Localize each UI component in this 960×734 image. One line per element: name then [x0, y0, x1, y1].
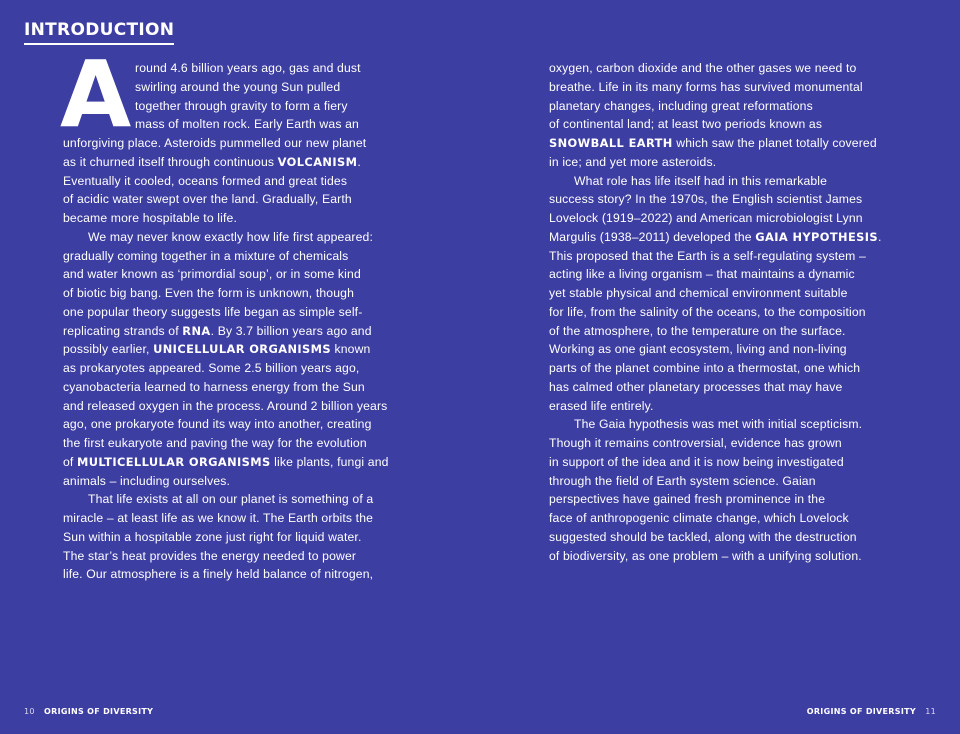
text-line: Sun within a hospitable zone just right for liquid water. — [63, 529, 362, 544]
text-line: possibly earlier, UNICELLULAR ORGANISMS known — [63, 342, 371, 357]
footer-left — [24, 707, 153, 716]
text-line: suggested should be tackled, along with the destruction — [549, 529, 857, 544]
text-line: one popular theory suggests life began as simple self- — [63, 304, 363, 319]
text-line: of the atmosphere, to the temperature on the surface. — [549, 323, 846, 338]
text-line: acting like a living organism – that maintains a dynamic — [549, 267, 855, 282]
text-line: planetary changes, including great reformations — [549, 98, 813, 113]
text-line: Though it remains controversial, evidence has grown — [549, 436, 842, 450]
text-line: cyanobacteria learned to harness energy from the Sun — [63, 379, 365, 394]
text-line: has calmed other planetary processes that may have — [549, 379, 843, 394]
text-line: gradually coming together in a mixture of chemicals — [63, 248, 349, 263]
text-line: of acidic water swept over the land. Gradually, Earth — [63, 192, 352, 207]
text-line: Working as one giant ecosystem, living and non-living — [549, 342, 847, 357]
text-line: success story? In the 1970s, the English scientist James — [549, 192, 863, 207]
text-line: and released oxygen in the process. Around 2 billion years — [63, 398, 388, 413]
text-line: replicating strands of RNA. By 3.7 billion years ago and — [63, 323, 372, 338]
text-line: ago, one prokaryote found its way into another, creating — [63, 417, 372, 432]
keyword-unicellular-organisms: UNICELLULAR ORGANISMS — [153, 342, 331, 357]
text-line: life. Our atmosphere is a finely held balance of nitrogen, — [63, 567, 374, 582]
text-line: Eventually it cooled, oceans formed and great tides — [63, 173, 348, 188]
text-line: SNOWBALL EARTH which saw the planet totally covered — [549, 136, 877, 150]
text-line: of biotic big bang. Even the form is unknown, though — [63, 286, 354, 300]
page-number-right: 11 — [925, 707, 936, 716]
text-line: in support of the idea and it is now being investigated — [549, 454, 844, 469]
text-line: Lovelock (1919–2022) and American microbiologist Lynn — [549, 211, 863, 225]
text-line: face of anthropogenic climate change, which Lovelock — [549, 511, 849, 525]
text-line: through the field of Earth system science. Gaian — [549, 473, 816, 488]
keyword-volcanism: VOLCANISM — [277, 154, 358, 169]
keyword-snowball-earth: SNOWBALL EARTH — [549, 136, 673, 150]
text-line: That life exists at all on our planet is something of a — [88, 492, 374, 507]
text-line: of continental land; at least two periods known as — [549, 117, 823, 132]
text-line: swirling around the young Sun pulled — [135, 79, 341, 94]
running-title-left: ORIGINS OF DIVERSITY — [44, 707, 154, 716]
text-line: The Gaia hypothesis was met with initial scepticism. — [574, 417, 863, 432]
text-line: parts of the planet combine into a thermostat, one which — [549, 361, 861, 375]
text-line: erased life entirely. — [549, 398, 654, 413]
text-line: We may never know exactly how life first appeared: — [88, 229, 374, 244]
running-title-right: ORIGINS OF DIVERSITY — [806, 707, 916, 716]
text-line: in ice; and yet more asteroids. — [549, 154, 717, 169]
text-line: the first eukaryote and paving the way for the evolution — [63, 436, 367, 450]
text-line: This proposed that the Earth is a self-regulating system – — [549, 248, 866, 263]
left-column — [60, 41, 415, 584]
text-line: miracle – at least life as we know it. The Earth orbits the — [63, 511, 374, 525]
drop-cap: A — [60, 41, 132, 148]
text-line: round 4.6 billion years ago, gas and dust — [135, 61, 361, 75]
page-number-left: 10 — [24, 707, 35, 716]
text-line: oxygen, carbon dioxide and the other gases we need to — [549, 61, 857, 75]
text-line: as it churned itself through continuous VOLCANISM. — [63, 154, 361, 169]
right-column — [549, 59, 901, 565]
text-line: Margulis (1938–2011) developed the GAIA HYPOTHESIS. — [549, 229, 882, 244]
text-line: for life, from the salinity of the oceans, to the composition — [549, 304, 866, 319]
footer-right — [807, 707, 936, 716]
text-line: mass of molten rock. Early Earth was an — [135, 117, 359, 132]
text-line: unforgiving place. Asteroids pummelled our new planet — [63, 136, 367, 150]
text-line: as prokaryotes appeared. Some 2.5 billion years ago, — [63, 361, 360, 375]
text-line: The star’s heat provides the energy needed to power — [63, 548, 357, 563]
keyword-gaia-hypothesis: GAIA HYPOTHESIS — [755, 229, 878, 244]
text-line: of MULTICELLULAR ORGANISMS like plants, fungi and — [63, 454, 389, 469]
text-line: became more hospitable to life. — [63, 211, 238, 225]
text-line: of biodiversity, as one problem – with a unifying solution. — [549, 548, 862, 563]
text-line: together through gravity to form a fiery — [135, 98, 348, 113]
section-heading: INTRODUCTION — [24, 20, 174, 45]
keyword-multicellular-organisms: MULTICELLULAR ORGANISMS — [77, 454, 271, 469]
text-line: yet stable physical and chemical environment suitable — [549, 286, 848, 300]
text-line: animals – including ourselves. — [63, 473, 231, 488]
text-line: breathe. Life in its many forms has survived monumental — [549, 79, 863, 94]
text-line: and water known as ‘primordial soup’, or in some kind — [63, 267, 361, 282]
text-line: What role has life itself had in this remarkable — [574, 173, 828, 188]
text-line: perspectives have gained fresh prominence in the — [549, 492, 826, 507]
keyword-rna: RNA — [182, 323, 211, 338]
